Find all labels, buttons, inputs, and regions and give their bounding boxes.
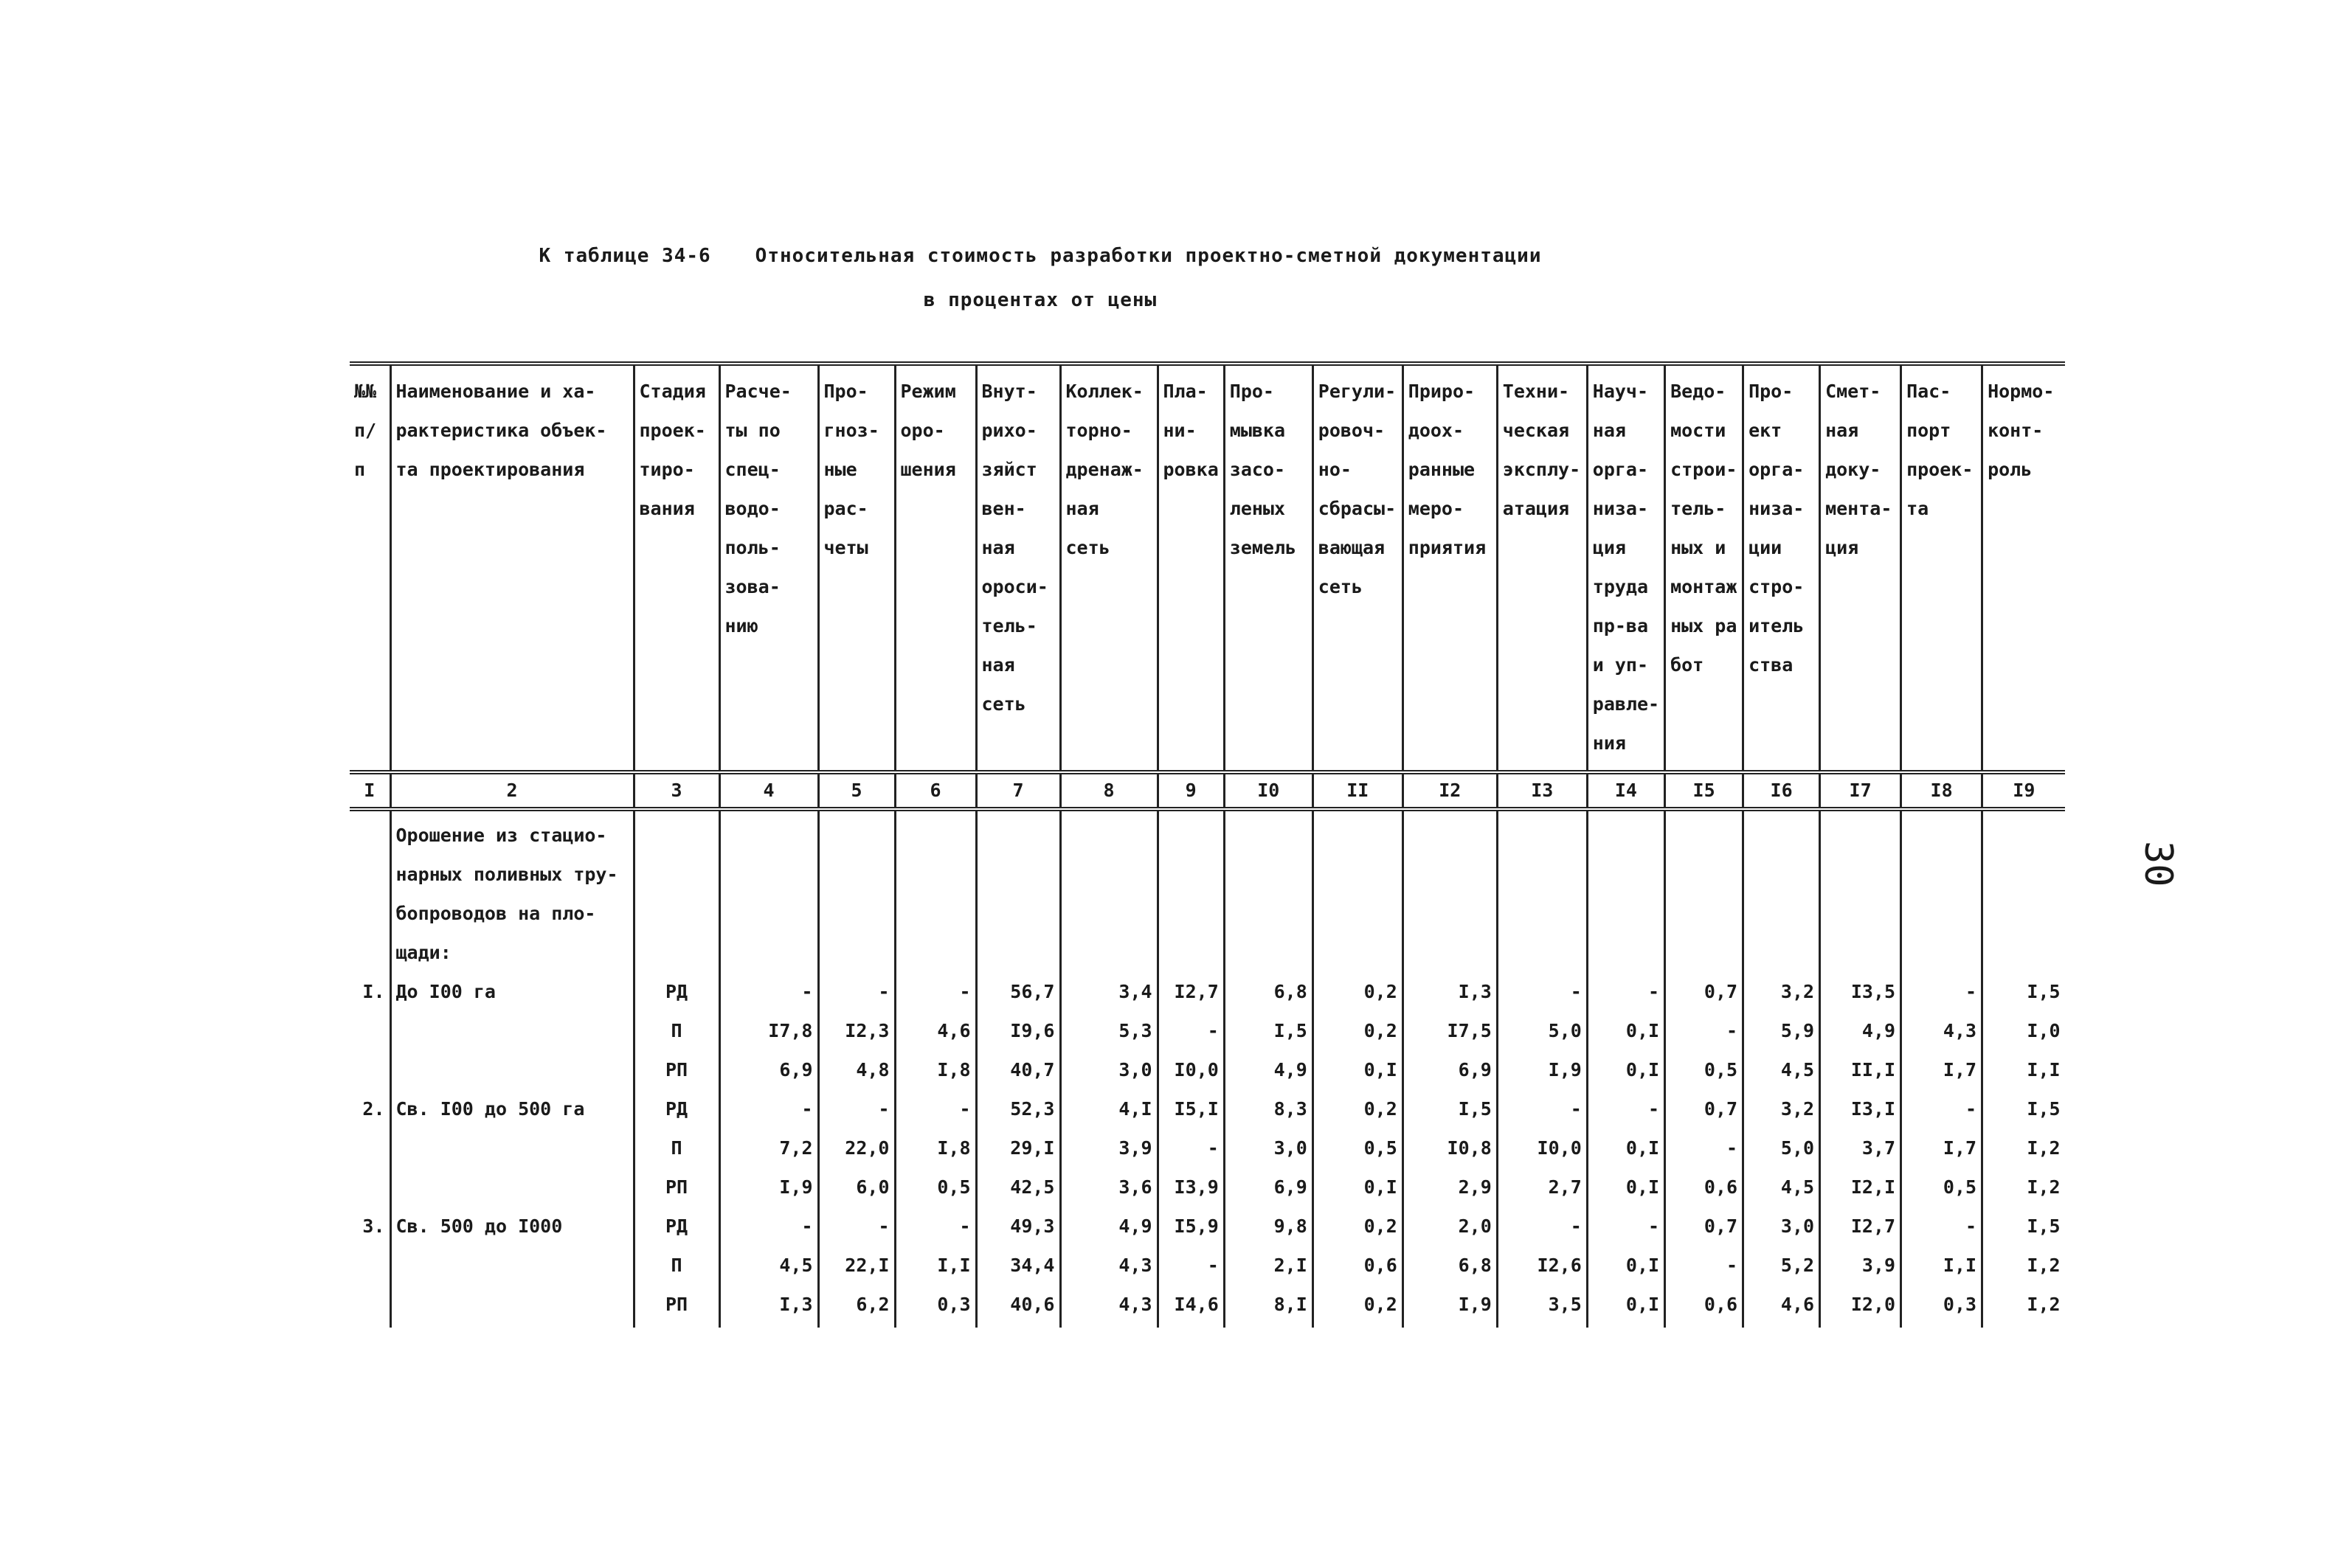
table-cell: 40,7: [976, 1050, 1060, 1089]
design-stage: РД: [634, 972, 719, 1011]
column-number-6: 6: [895, 772, 976, 809]
table-cell: 4,3: [1060, 1246, 1158, 1285]
table-cell: 3,0: [1224, 1128, 1312, 1168]
table-cell: -: [895, 1089, 976, 1128]
table-cell: -: [1665, 1246, 1743, 1285]
column-number-11: II: [1312, 772, 1402, 809]
column-number-18: I8: [1901, 772, 1982, 809]
column-number-8: 8: [1060, 772, 1158, 809]
table-row: [350, 972, 2065, 1011]
cell-empty: [350, 809, 390, 972]
table-cell: 4,9: [1224, 1050, 1312, 1089]
table-cell: 22,I: [818, 1246, 895, 1285]
design-stage: П: [634, 1246, 719, 1285]
table-cell: 0,6: [1665, 1285, 1743, 1328]
column-number-1: I: [350, 772, 390, 809]
table-cell: 0,2: [1312, 972, 1402, 1011]
design-stage: РП: [634, 1168, 719, 1207]
table-row: [350, 1168, 2065, 1207]
table-cell: 0,6: [1665, 1168, 1743, 1207]
table-cell: -: [1901, 1089, 1982, 1128]
table-cell: I,5: [1982, 972, 2065, 1011]
table-cell: 0,5: [1665, 1050, 1743, 1089]
table-cell: I2,6: [1497, 1246, 1587, 1285]
table-cell: 9,8: [1224, 1207, 1312, 1246]
table-caption: [0, 245, 2081, 267]
table-cell: I0,0: [1497, 1128, 1587, 1168]
table-cell: I,2: [1982, 1246, 2065, 1285]
table-cell: I,3: [719, 1285, 818, 1328]
column-header-16: Про- ект орга- низа- ции стро- итель ства: [1743, 364, 1820, 772]
table-cell: I3,I: [1820, 1089, 1901, 1128]
row-number: I.: [362, 981, 385, 1002]
table-cell: 6,8: [1402, 1246, 1497, 1285]
table-cell: I,2: [1982, 1128, 2065, 1168]
column-header-6: Режим оро- шения: [895, 364, 976, 772]
cost-table: [350, 361, 2065, 1328]
table-cell: I,5: [1402, 1089, 1497, 1128]
table-cell: I3,9: [1158, 1168, 1224, 1207]
table-cell: 3,9: [1060, 1128, 1158, 1168]
table-cell: I,I: [1982, 1050, 2065, 1089]
column-number-4: 4: [719, 772, 818, 809]
table-cell: I,I: [895, 1246, 976, 1285]
table-cell: I,7: [1901, 1050, 1982, 1089]
table-cell: 6,0: [818, 1168, 895, 1207]
table-row: [350, 1128, 2065, 1168]
table-cell: -: [818, 1207, 895, 1246]
table-cell: 5,0: [1743, 1128, 1820, 1168]
table-cell: 0,I: [1587, 1128, 1664, 1168]
table-cell: 0,I: [1587, 1011, 1664, 1050]
table-cell: I2,7: [1158, 972, 1224, 1011]
table-cell: -: [1497, 1089, 1587, 1128]
table-cell: 29,I: [976, 1128, 1060, 1168]
object-name: Св. I00 до 500 га: [390, 1089, 634, 1128]
design-stage: П: [634, 1128, 719, 1168]
table-cell: I,5: [1982, 1207, 2065, 1246]
table-cell: 8,3: [1224, 1089, 1312, 1128]
table-cell: -: [1158, 1011, 1224, 1050]
table-cell: 34,4: [976, 1246, 1060, 1285]
column-header-7: Внут- рихо- зяйст вен- ная ороси- тель- ная сеть: [976, 364, 1060, 772]
table-cell: 6,8: [1224, 972, 1312, 1011]
column-header-3: Стадия проек- тиро- вания: [634, 364, 719, 772]
table-cell: 0,I: [1587, 1285, 1664, 1328]
column-number-13: I3: [1497, 772, 1587, 809]
column-number-row: [350, 772, 2065, 809]
row-number: 2.: [362, 1098, 385, 1120]
column-header-11: Регули- ровоч- но- сбрасы- вающая сеть: [1312, 364, 1402, 772]
table-cell: -: [1158, 1128, 1224, 1168]
table-cell: II,I: [1820, 1050, 1901, 1089]
table-row: [350, 1011, 2065, 1050]
table-cell: 0,7: [1665, 972, 1743, 1011]
table-cell: 0,I: [1587, 1246, 1664, 1285]
object-name: [390, 1050, 634, 1089]
table-cell: I,7: [1901, 1128, 1982, 1168]
table-cell: I,2: [1982, 1168, 2065, 1207]
table-cell: 7,2: [719, 1128, 818, 1168]
table-cell: I,3: [1402, 972, 1497, 1011]
object-name: Св. 500 до I000: [390, 1207, 634, 1246]
column-header-5: Про- гноз- ные рас- четы: [818, 364, 895, 772]
table-cell: 4,9: [1820, 1011, 1901, 1050]
column-number-12: I2: [1402, 772, 1497, 809]
header-row: [350, 364, 2065, 772]
table-cell: -: [1587, 1089, 1664, 1128]
table-cell: 0,2: [1312, 1207, 1402, 1246]
table-cell: 4,I: [1060, 1089, 1158, 1128]
table-cell: 2,7: [1497, 1168, 1587, 1207]
column-number-2: 2: [390, 772, 634, 809]
table-cell: 2,0: [1402, 1207, 1497, 1246]
table-cell: 5,2: [1743, 1246, 1820, 1285]
table-cell: I,I: [1901, 1246, 1982, 1285]
table-row: [350, 1246, 2065, 1285]
table-cell: I,9: [1497, 1050, 1587, 1089]
table-cell: 4,5: [1743, 1050, 1820, 1089]
column-number-9: 9: [1158, 772, 1224, 809]
table-cell: I5,I: [1158, 1089, 1224, 1128]
table-cell: I,5: [1224, 1011, 1312, 1050]
column-header-2: Наименование и ха- рактеристика объек- та проектирования: [390, 364, 634, 772]
table-cell: -: [1901, 1207, 1982, 1246]
table-cell: -: [1497, 1207, 1587, 1246]
table-cell: 4,5: [719, 1246, 818, 1285]
object-name: [390, 1168, 634, 1207]
table-cell: 4,3: [1060, 1285, 1158, 1328]
table-cell: 0,5: [895, 1168, 976, 1207]
table-cell: 0,I: [1587, 1168, 1664, 1207]
column-header-10: Про- мывка засо- леных земель: [1224, 364, 1312, 772]
object-name: [390, 1246, 634, 1285]
table-cell: I7,5: [1402, 1011, 1497, 1050]
column-header-17: Смет- ная доку- мента- ция: [1820, 364, 1901, 772]
column-header-19: Нормо- конт- роль: [1982, 364, 2065, 772]
table-row: [350, 1207, 2065, 1246]
table-row: [350, 1050, 2065, 1089]
design-stage: П: [634, 1011, 719, 1050]
table-cell: 2,9: [1402, 1168, 1497, 1207]
table-cell: 5,3: [1060, 1011, 1158, 1050]
table-cell: 3,7: [1820, 1128, 1901, 1168]
table-cell: I5,9: [1158, 1207, 1224, 1246]
table-cell: I9,6: [976, 1011, 1060, 1050]
table-cell: 5,0: [1497, 1011, 1587, 1050]
table-cell: I,2: [1982, 1285, 2065, 1328]
table-cell: 0,7: [1665, 1089, 1743, 1128]
table-title: Относительная стоимость разработки проектно-сметной документации: [755, 245, 1542, 267]
table-subtitle: в процентах от цены: [923, 289, 1158, 311]
table-reference: К таблице 34-6: [539, 245, 711, 267]
table-cell: I,9: [1402, 1285, 1497, 1328]
table-cell: I,9: [719, 1168, 818, 1207]
group-title: Орошение из стацио- нарных поливных тру- бопроводов на пло- щади:: [390, 809, 634, 972]
table-cell: -: [1587, 972, 1664, 1011]
table-cell: 4,8: [818, 1050, 895, 1089]
table-cell: 3,5: [1497, 1285, 1587, 1328]
column-header-9: Пла- ни- ровка: [1158, 364, 1224, 772]
table-cell: -: [1665, 1128, 1743, 1168]
design-stage: РП: [634, 1050, 719, 1089]
column-number-14: I4: [1587, 772, 1664, 809]
table-cell: 0,5: [1312, 1128, 1402, 1168]
column-header-8: Коллек- торно- дренаж- ная сеть: [1060, 364, 1158, 772]
table-cell: 0,7: [1665, 1207, 1743, 1246]
table-cell: -: [719, 1089, 818, 1128]
object-name: [390, 1011, 634, 1050]
table-cell: 3,0: [1743, 1207, 1820, 1246]
table-cell: I2,0: [1820, 1285, 1901, 1328]
table-cell: 40,6: [976, 1285, 1060, 1328]
table-cell: 3,4: [1060, 972, 1158, 1011]
table-cell: 56,7: [976, 972, 1060, 1011]
table-cell: 0,I: [1312, 1168, 1402, 1207]
table-cell: 5,9: [1743, 1011, 1820, 1050]
page-number: 30: [2136, 841, 2180, 887]
column-header-14: Науч- ная орга- низа- ция труда пр-ва и уп- равле- ния: [1587, 364, 1664, 772]
column-number-3: 3: [634, 772, 719, 809]
column-number-5: 5: [818, 772, 895, 809]
table-cell: 6,2: [818, 1285, 895, 1328]
table-cell: -: [818, 1089, 895, 1128]
table-cell: -: [1587, 1207, 1664, 1246]
table-cell: 0,5: [1901, 1168, 1982, 1207]
object-name: [390, 1128, 634, 1168]
table-cell: 0,2: [1312, 1011, 1402, 1050]
design-stage: РД: [634, 1089, 719, 1128]
table-cell: -: [1497, 972, 1587, 1011]
column-number-19: I9: [1982, 772, 2065, 809]
table-cell: 8,I: [1224, 1285, 1312, 1328]
row-number: [350, 1285, 390, 1328]
row-number: [350, 1246, 390, 1285]
table-cell: -: [895, 1207, 976, 1246]
table-cell: -: [1901, 972, 1982, 1011]
column-header-13: Техни- ческая эксплу- атация: [1497, 364, 1587, 772]
table-cell: I,5: [1982, 1089, 2065, 1128]
table-cell: 3,2: [1743, 1089, 1820, 1128]
row-number: [350, 1050, 390, 1089]
table-cell: I7,8: [719, 1011, 818, 1050]
table-cell: 0,3: [1901, 1285, 1982, 1328]
column-number-7: 7: [976, 772, 1060, 809]
column-number-15: I5: [1665, 772, 1743, 809]
table-cell: 2,I: [1224, 1246, 1312, 1285]
table-cell: 6,9: [1224, 1168, 1312, 1207]
table-cell: I2,I: [1820, 1168, 1901, 1207]
column-header-18: Пас- порт проек- та: [1901, 364, 1982, 772]
column-header-15: Ведо- мости строи- тель- ных и монтаж ных ра бот: [1665, 364, 1743, 772]
table-cell: I,8: [895, 1128, 976, 1168]
table-cell: -: [1665, 1011, 1743, 1050]
column-header-4: Расче- ты по спец- водо- поль- зова- нию: [719, 364, 818, 772]
column-header-12: Приро- доох- ранные меро- приятия: [1402, 364, 1497, 772]
row-number: [350, 1011, 390, 1050]
table-cell: 3,6: [1060, 1168, 1158, 1207]
table-cell: I2,7: [1820, 1207, 1901, 1246]
table-cell: 6,9: [719, 1050, 818, 1089]
table-cell: I,0: [1982, 1011, 2065, 1050]
table-cell: 3,0: [1060, 1050, 1158, 1089]
design-stage: РД: [634, 1207, 719, 1246]
table-row: [350, 1285, 2065, 1328]
row-number: [350, 1128, 390, 1168]
column-header-1: №№ п/п: [350, 364, 390, 772]
row-number: [350, 1168, 390, 1207]
table-cell: I4,6: [1158, 1285, 1224, 1328]
object-name: [390, 1285, 634, 1328]
table-cell: 6,9: [1402, 1050, 1497, 1089]
table-cell: 0,6: [1312, 1246, 1402, 1285]
table-row: [350, 1089, 2065, 1128]
object-name: До I00 га: [390, 972, 634, 1011]
table-cell: I0,0: [1158, 1050, 1224, 1089]
table-cell: -: [1158, 1246, 1224, 1285]
table-cell: 4,6: [895, 1011, 976, 1050]
table-cell: 22,0: [818, 1128, 895, 1168]
table-cell: I3,5: [1820, 972, 1901, 1011]
table-cell: 0,2: [1312, 1089, 1402, 1128]
table-cell: -: [818, 972, 895, 1011]
table-cell: -: [719, 1207, 818, 1246]
table-cell: 42,5: [976, 1168, 1060, 1207]
column-number-17: I7: [1820, 772, 1901, 809]
group-row: [350, 809, 2065, 972]
table-cell: I2,3: [818, 1011, 895, 1050]
design-stage: РП: [634, 1285, 719, 1328]
table-cell: 3,2: [1743, 972, 1820, 1011]
table-cell: -: [895, 972, 976, 1011]
column-number-16: I6: [1743, 772, 1820, 809]
table-cell: 0,I: [1587, 1050, 1664, 1089]
table-cell: 3,9: [1820, 1246, 1901, 1285]
table-cell: 0,3: [895, 1285, 976, 1328]
table-cell: I0,8: [1402, 1128, 1497, 1168]
table-cell: 4,5: [1743, 1168, 1820, 1207]
table-cell: 52,3: [976, 1089, 1060, 1128]
table-cell: 0,2: [1312, 1285, 1402, 1328]
column-number-10: I0: [1224, 772, 1312, 809]
table-cell: 0,I: [1312, 1050, 1402, 1089]
table-cell: I,8: [895, 1050, 976, 1089]
table-cell: 4,6: [1743, 1285, 1820, 1328]
table-cell: -: [719, 972, 818, 1011]
table-cell: 4,9: [1060, 1207, 1158, 1246]
row-number: 3.: [362, 1215, 385, 1237]
table-cell: 49,3: [976, 1207, 1060, 1246]
table-cell: 4,3: [1901, 1011, 1982, 1050]
